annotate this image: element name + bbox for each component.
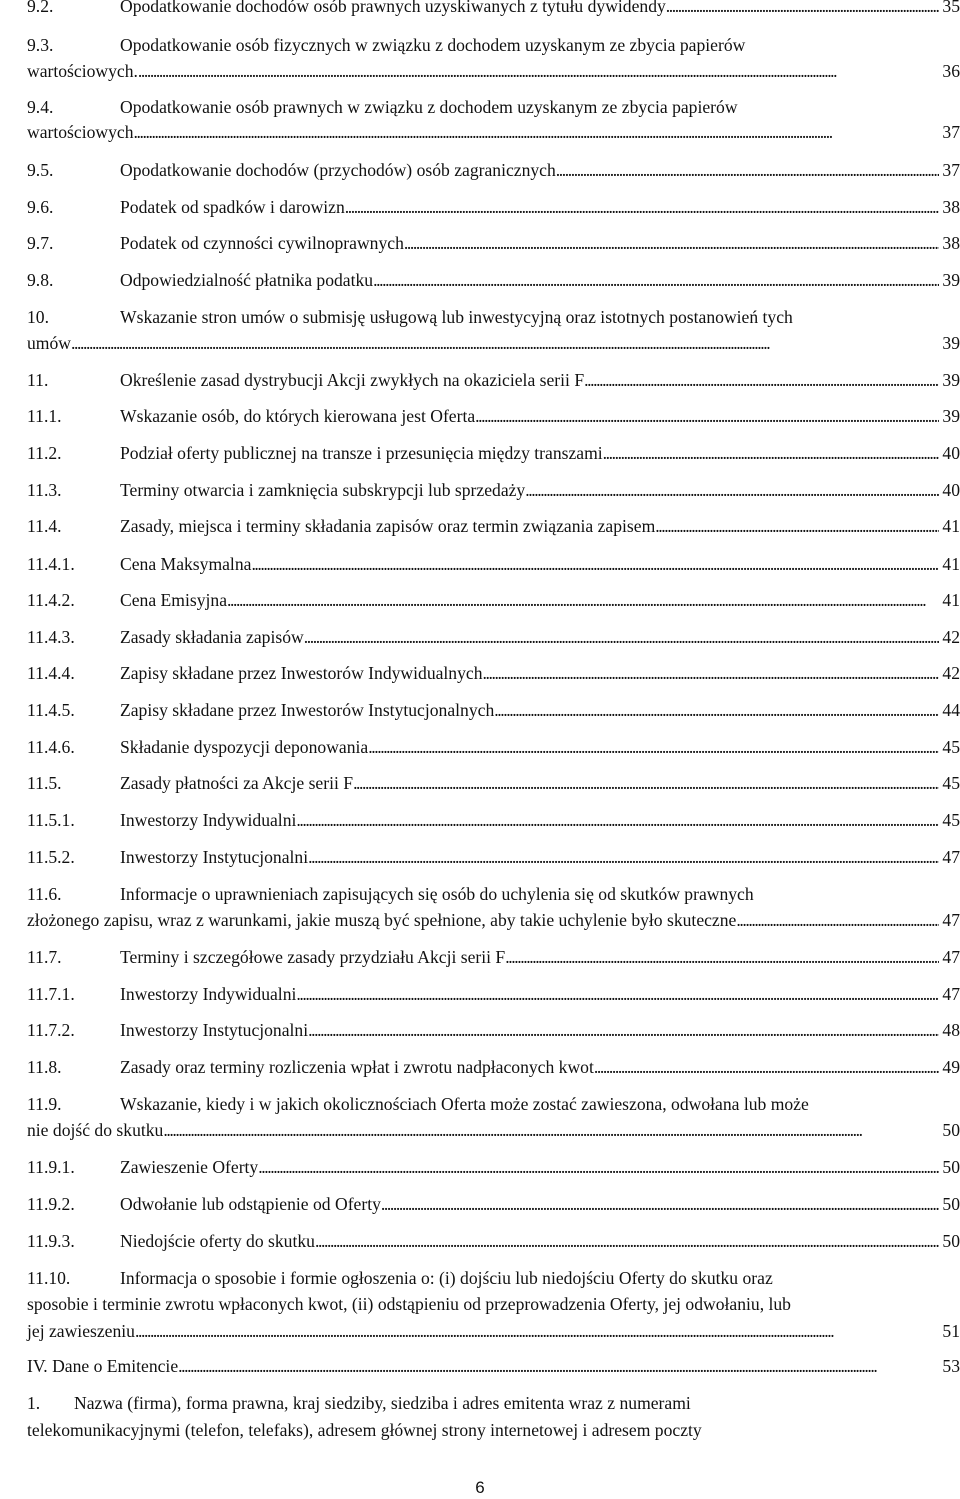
toc-leader-dots	[594, 1055, 940, 1079]
toc-page-number: 47	[942, 910, 960, 930]
toc-page-number: 45	[942, 773, 960, 793]
toc-entry[interactable]	[27, 698, 960, 722]
toc-leader-dots	[178, 1354, 939, 1378]
toc-leader-dots	[308, 1018, 939, 1042]
toc-entry[interactable]	[27, 945, 960, 969]
toc-page-number: 41	[942, 554, 960, 574]
toc-page-number: 39	[942, 406, 960, 426]
toc-entry-title: Niedojście oferty do skutku	[120, 1231, 315, 1251]
toc-entry-number: 11.8.	[27, 1057, 62, 1077]
toc-entry[interactable]	[27, 331, 960, 355]
toc-leader-dots	[138, 59, 940, 83]
toc-entry[interactable]	[27, 158, 960, 182]
toc-entry-title: Terminy i szczegółowe zasady przydziału Akcji serii F	[120, 947, 506, 967]
toc-entry[interactable]	[27, 0, 960, 18]
toc-page-number: 50	[942, 1194, 960, 1214]
toc-entry[interactable]	[27, 231, 960, 255]
toc-entry-title: Wskazanie, kiedy i w jakich okolicznościach Oferta może zostać zawieszona, odwołana lub może	[120, 1094, 809, 1114]
toc-entry[interactable]	[27, 1018, 960, 1042]
toc-entry-title: umów	[27, 333, 71, 353]
toc-page-number: 50	[942, 1157, 960, 1177]
toc-entry-title: jej zawieszeniu	[27, 1321, 135, 1341]
toc-leader-dots	[345, 195, 940, 219]
toc-entry-title: Informacja o sposobie i formie ogłoszenia o: (i) dojściu lub niedojściu Oferty do skutku oraz	[120, 1268, 773, 1288]
toc-entry-title: Zawieszenie Oferty	[120, 1157, 259, 1177]
toc-page-number: 37	[942, 160, 960, 180]
toc-entry[interactable]	[27, 552, 960, 576]
toc-entry-number: 10.	[27, 307, 49, 327]
toc-page-number: 50	[942, 1120, 960, 1140]
toc-entry-title: Zasady, miejsca i terminy składania zapisów oraz termin związania zapisem	[120, 516, 656, 536]
toc-entry-number: 11.9.	[27, 1094, 62, 1114]
toc-entry[interactable]	[27, 625, 960, 649]
toc-page-number: 38	[942, 197, 960, 217]
toc-entry[interactable]	[27, 845, 960, 869]
toc-entry-number: 11.9.3.	[27, 1231, 75, 1251]
toc-section-title: IV. Dane o Emitencie	[27, 1356, 179, 1376]
toc-page-number: 45	[942, 737, 960, 757]
toc-page-number: 49	[942, 1057, 960, 1077]
toc-leader-dots	[584, 368, 939, 392]
toc-entry-number: 11.7.2.	[27, 1020, 75, 1040]
toc-entry-number: 9.3.	[27, 35, 54, 55]
toc-leader-dots	[308, 845, 939, 869]
toc-entry-number: 11.4.2.	[27, 590, 75, 610]
toc-page-number: 41	[942, 516, 960, 536]
toc-leader-dots	[736, 908, 939, 932]
toc-entry-number: 9.5.	[27, 160, 54, 180]
toc-entry-title: Składanie dyspozycji deponowania	[120, 737, 369, 757]
toc-entry-title: Cena Emisyjna	[120, 590, 228, 610]
toc-entry-number: 11.9.2.	[27, 1194, 75, 1214]
toc-leader-dots	[494, 698, 939, 722]
toc-entry-title: wartościowych	[27, 122, 134, 142]
toc-entry[interactable]	[27, 908, 960, 932]
toc-entry-number: 11.4.3.	[27, 627, 75, 647]
toc-entry-title: Podatek od czynności cywilnoprawnych	[120, 233, 404, 253]
toc-entry-number: 11.2.	[27, 443, 62, 463]
toc-entry-title: wartościowych.	[27, 61, 138, 81]
toc-entry-number: 11.5.2.	[27, 847, 75, 867]
toc-entry[interactable]	[27, 120, 960, 144]
toc-page-number: 39	[942, 270, 960, 290]
toc-entry-number: 11.4.6.	[27, 737, 75, 757]
toc-entry-title: Zapisy składane przez Inwestorów Instytucjonalnych	[120, 700, 495, 720]
toc-entry[interactable]	[27, 588, 960, 612]
toc-entry[interactable]	[27, 305, 960, 329]
toc-page-number: 40	[942, 480, 960, 500]
toc-entry-title: Inwestorzy Indywidualni	[120, 984, 297, 1004]
toc-entry-title: Opodatkowanie dochodów osób prawnych uzyskiwanych z tytułu dywidendy	[120, 0, 666, 16]
toc-page-number: 44	[942, 700, 960, 720]
toc-entry-title: Podatek od spadków i darowizn	[120, 197, 345, 217]
toc-leader-dots	[373, 268, 939, 292]
toc-entry-title: Zasady składania zapisów	[120, 627, 304, 647]
toc-leader-dots	[666, 0, 940, 18]
toc-entry-title: Opodatkowanie osób fizycznych w związku z dochodem uzyskanym ze zbycia papierów	[120, 35, 746, 55]
toc-leader-dots	[258, 1155, 939, 1179]
toc-entry[interactable]	[27, 441, 960, 465]
toc-leader-dots	[525, 478, 939, 502]
toc-entry[interactable]	[27, 478, 960, 502]
toc-entry-title: Inwestorzy Instytucjonalni	[120, 847, 309, 867]
toc-page-number: 47	[942, 847, 960, 867]
item-1-number: 1.	[27, 1393, 41, 1413]
toc-entry-title: nie dojść do skutku	[27, 1120, 164, 1140]
toc-entry[interactable]	[27, 1266, 960, 1290]
toc-leader-dots	[296, 982, 939, 1006]
toc-leader-dots	[404, 231, 940, 255]
toc-entry-number: 9.8.	[27, 270, 54, 290]
toc-entry-number: 9.6.	[27, 197, 54, 217]
toc-entry[interactable]	[27, 1092, 960, 1116]
toc-entry[interactable]	[27, 882, 960, 906]
toc-entry-title: Terminy otwarcia i zamknięcia subskrypcji lub sprzedaży	[120, 480, 526, 500]
toc-entry[interactable]	[27, 368, 960, 392]
toc-entry[interactable]	[27, 735, 960, 759]
toc-entry-title: Wskazanie stron umów o submisję usługową lub inwestycyjną oraz istotnych postanowień tych	[120, 307, 793, 327]
toc-entry-title: Opodatkowanie dochodów (przychodów) osób zagranicznych	[120, 160, 556, 180]
toc-leader-dots	[251, 552, 939, 576]
toc-entry-title: Informacje o uprawnieniach zapisujących się osób do uchylenia się od skutków prawnych	[120, 884, 754, 904]
toc-leader-dots	[655, 514, 939, 538]
toc-page-number: 41	[942, 590, 960, 610]
toc-page-number: 37	[942, 122, 960, 142]
toc-entry-title: Inwestorzy Instytucjonalni	[120, 1020, 309, 1040]
toc-leader-dots	[475, 404, 939, 428]
toc-page-number: 39	[942, 333, 960, 353]
toc-entry[interactable]	[27, 195, 960, 219]
toc-entry-number: 11.5.	[27, 773, 62, 793]
toc-entry-title: Podział oferty publicznej na transze i przesunięcia między transzami	[120, 443, 603, 463]
toc-entry[interactable]	[27, 1055, 960, 1079]
toc-page-number: 39	[942, 370, 960, 390]
toc-entry[interactable]	[27, 661, 960, 685]
toc-entry[interactable]	[27, 1118, 960, 1142]
toc-leader-dots	[381, 1192, 939, 1216]
toc-entry-title: Zasady oraz terminy rozliczenia wpłat i zwrotu nadpłaconych kwot	[120, 1057, 594, 1077]
toc-entry-title: Zasady płatności za Akcje serii F	[120, 773, 354, 793]
toc-leader-dots	[71, 331, 939, 355]
toc-leader-dots	[227, 588, 939, 612]
toc-section-iv[interactable]	[27, 1354, 960, 1378]
toc-leader-dots	[603, 441, 940, 465]
toc-entry-number: 9.2.	[27, 0, 54, 16]
toc-entry[interactable]	[27, 59, 960, 83]
toc-entry[interactable]	[27, 1155, 960, 1179]
toc-entry-number: 11.1.	[27, 406, 62, 426]
toc-entry-title: Wskazanie osób, do których kierowana jest Oferta	[120, 406, 476, 426]
toc-entry-number: 11.7.	[27, 947, 62, 967]
item-1-text-continued: telekomunikacyjnymi (telefon, telefaks), adresem głównej strony internetowej i adresem poczty	[27, 1420, 702, 1440]
toc-leader-dots	[556, 158, 940, 182]
toc-leader-dots	[353, 771, 939, 795]
toc-entry-number: 11.9.1.	[27, 1157, 75, 1177]
toc-entry-number: 11.3.	[27, 480, 62, 500]
toc-page-number: 42	[942, 663, 960, 683]
toc-page-number: 50	[942, 1231, 960, 1251]
toc-entry-number: 11.4.4.	[27, 663, 75, 683]
toc-entry-title: Określenie zasad dystrybucji Akcji zwykłych na okaziciela serii F	[120, 370, 585, 390]
toc-entry-title: Odpowiedzialność płatnika podatku	[120, 270, 374, 290]
page-number: 6	[475, 1478, 485, 1497]
toc-leader-dots	[163, 1118, 939, 1142]
toc-entry-number: 11.6.	[27, 884, 62, 904]
toc-entry-title: Odwołanie lub odstąpienie od Oferty	[120, 1194, 381, 1214]
toc-leader-dots	[134, 120, 940, 144]
toc-entry-title: Zapisy składane przez Inwestorów Indywidualnych	[120, 663, 483, 683]
toc-entry[interactable]	[27, 982, 960, 1006]
toc-entry-number: 9.4.	[27, 97, 54, 117]
toc-entry[interactable]	[27, 33, 960, 57]
toc-page-number: 35	[942, 0, 960, 16]
item-1-text: Nazwa (firma), forma prawna, kraj siedziby, siedziba i adres emitenta wraz z numerami	[74, 1393, 691, 1413]
toc-page-number: 36	[942, 61, 960, 81]
toc-leader-dots	[304, 625, 940, 649]
toc-page-number: 45	[942, 810, 960, 830]
toc-entry-number: 11.5.1.	[27, 810, 75, 830]
toc-page-number: 38	[942, 233, 960, 253]
toc-leader-dots	[483, 661, 940, 685]
toc-entry-title: Inwestorzy Indywidualni	[120, 810, 297, 830]
toc-entry[interactable]	[27, 514, 960, 538]
toc-entry-number: 11.4.	[27, 516, 62, 536]
toc-leader-dots	[368, 735, 939, 759]
toc-entry[interactable]	[27, 268, 960, 292]
toc-entry-title: złożonego zapisu, wraz z warunkami, jakie muszą być spełnione, aby takie uchylenie było skuteczne	[27, 910, 737, 930]
toc-entry[interactable]	[27, 1319, 960, 1343]
toc-entry-title: Cena Maksymalna	[120, 554, 252, 574]
toc-entry-number: 9.7.	[27, 233, 54, 253]
toc-page-number: 48	[942, 1020, 960, 1040]
toc-entry[interactable]	[27, 808, 960, 832]
toc-leader-dots	[315, 1229, 939, 1253]
toc-entry[interactable]	[27, 404, 960, 428]
toc-entry[interactable]	[27, 771, 960, 795]
item-1-line-1	[27, 1391, 960, 1415]
toc-leader-dots	[135, 1319, 939, 1343]
toc-entry-title: Opodatkowanie osób prawnych w związku z dochodem uzyskanym ze zbycia papierów	[120, 97, 738, 117]
toc-entry-number: 11.	[27, 370, 49, 390]
toc-entry-number: 11.7.1.	[27, 984, 75, 1004]
toc-entry[interactable]	[27, 1229, 960, 1253]
toc-page-number: 47	[942, 947, 960, 967]
toc-page-number: 51	[942, 1321, 960, 1341]
toc-entry-title: sposobie i terminie zwrotu wpłaconych kwot, (ii) odstąpieniu od przeprowadzenia Oferty, jej odwołaniu, lub	[27, 1294, 791, 1314]
toc-leader-dots	[505, 945, 939, 969]
item-1-line-2	[27, 1418, 960, 1442]
toc-entry-number: 11.10.	[27, 1268, 71, 1288]
toc-leader-dots	[296, 808, 939, 832]
toc-entry[interactable]	[27, 95, 960, 119]
toc-page-number: 47	[942, 984, 960, 1004]
toc-entry[interactable]	[27, 1192, 960, 1216]
toc-page-number: 53	[942, 1356, 960, 1376]
toc-page-number: 42	[942, 627, 960, 647]
toc-page-number: 40	[942, 443, 960, 463]
toc-entry-number: 11.4.1.	[27, 554, 75, 574]
toc-entry[interactable]	[27, 1292, 960, 1316]
toc-entry-number: 11.4.5.	[27, 700, 75, 720]
